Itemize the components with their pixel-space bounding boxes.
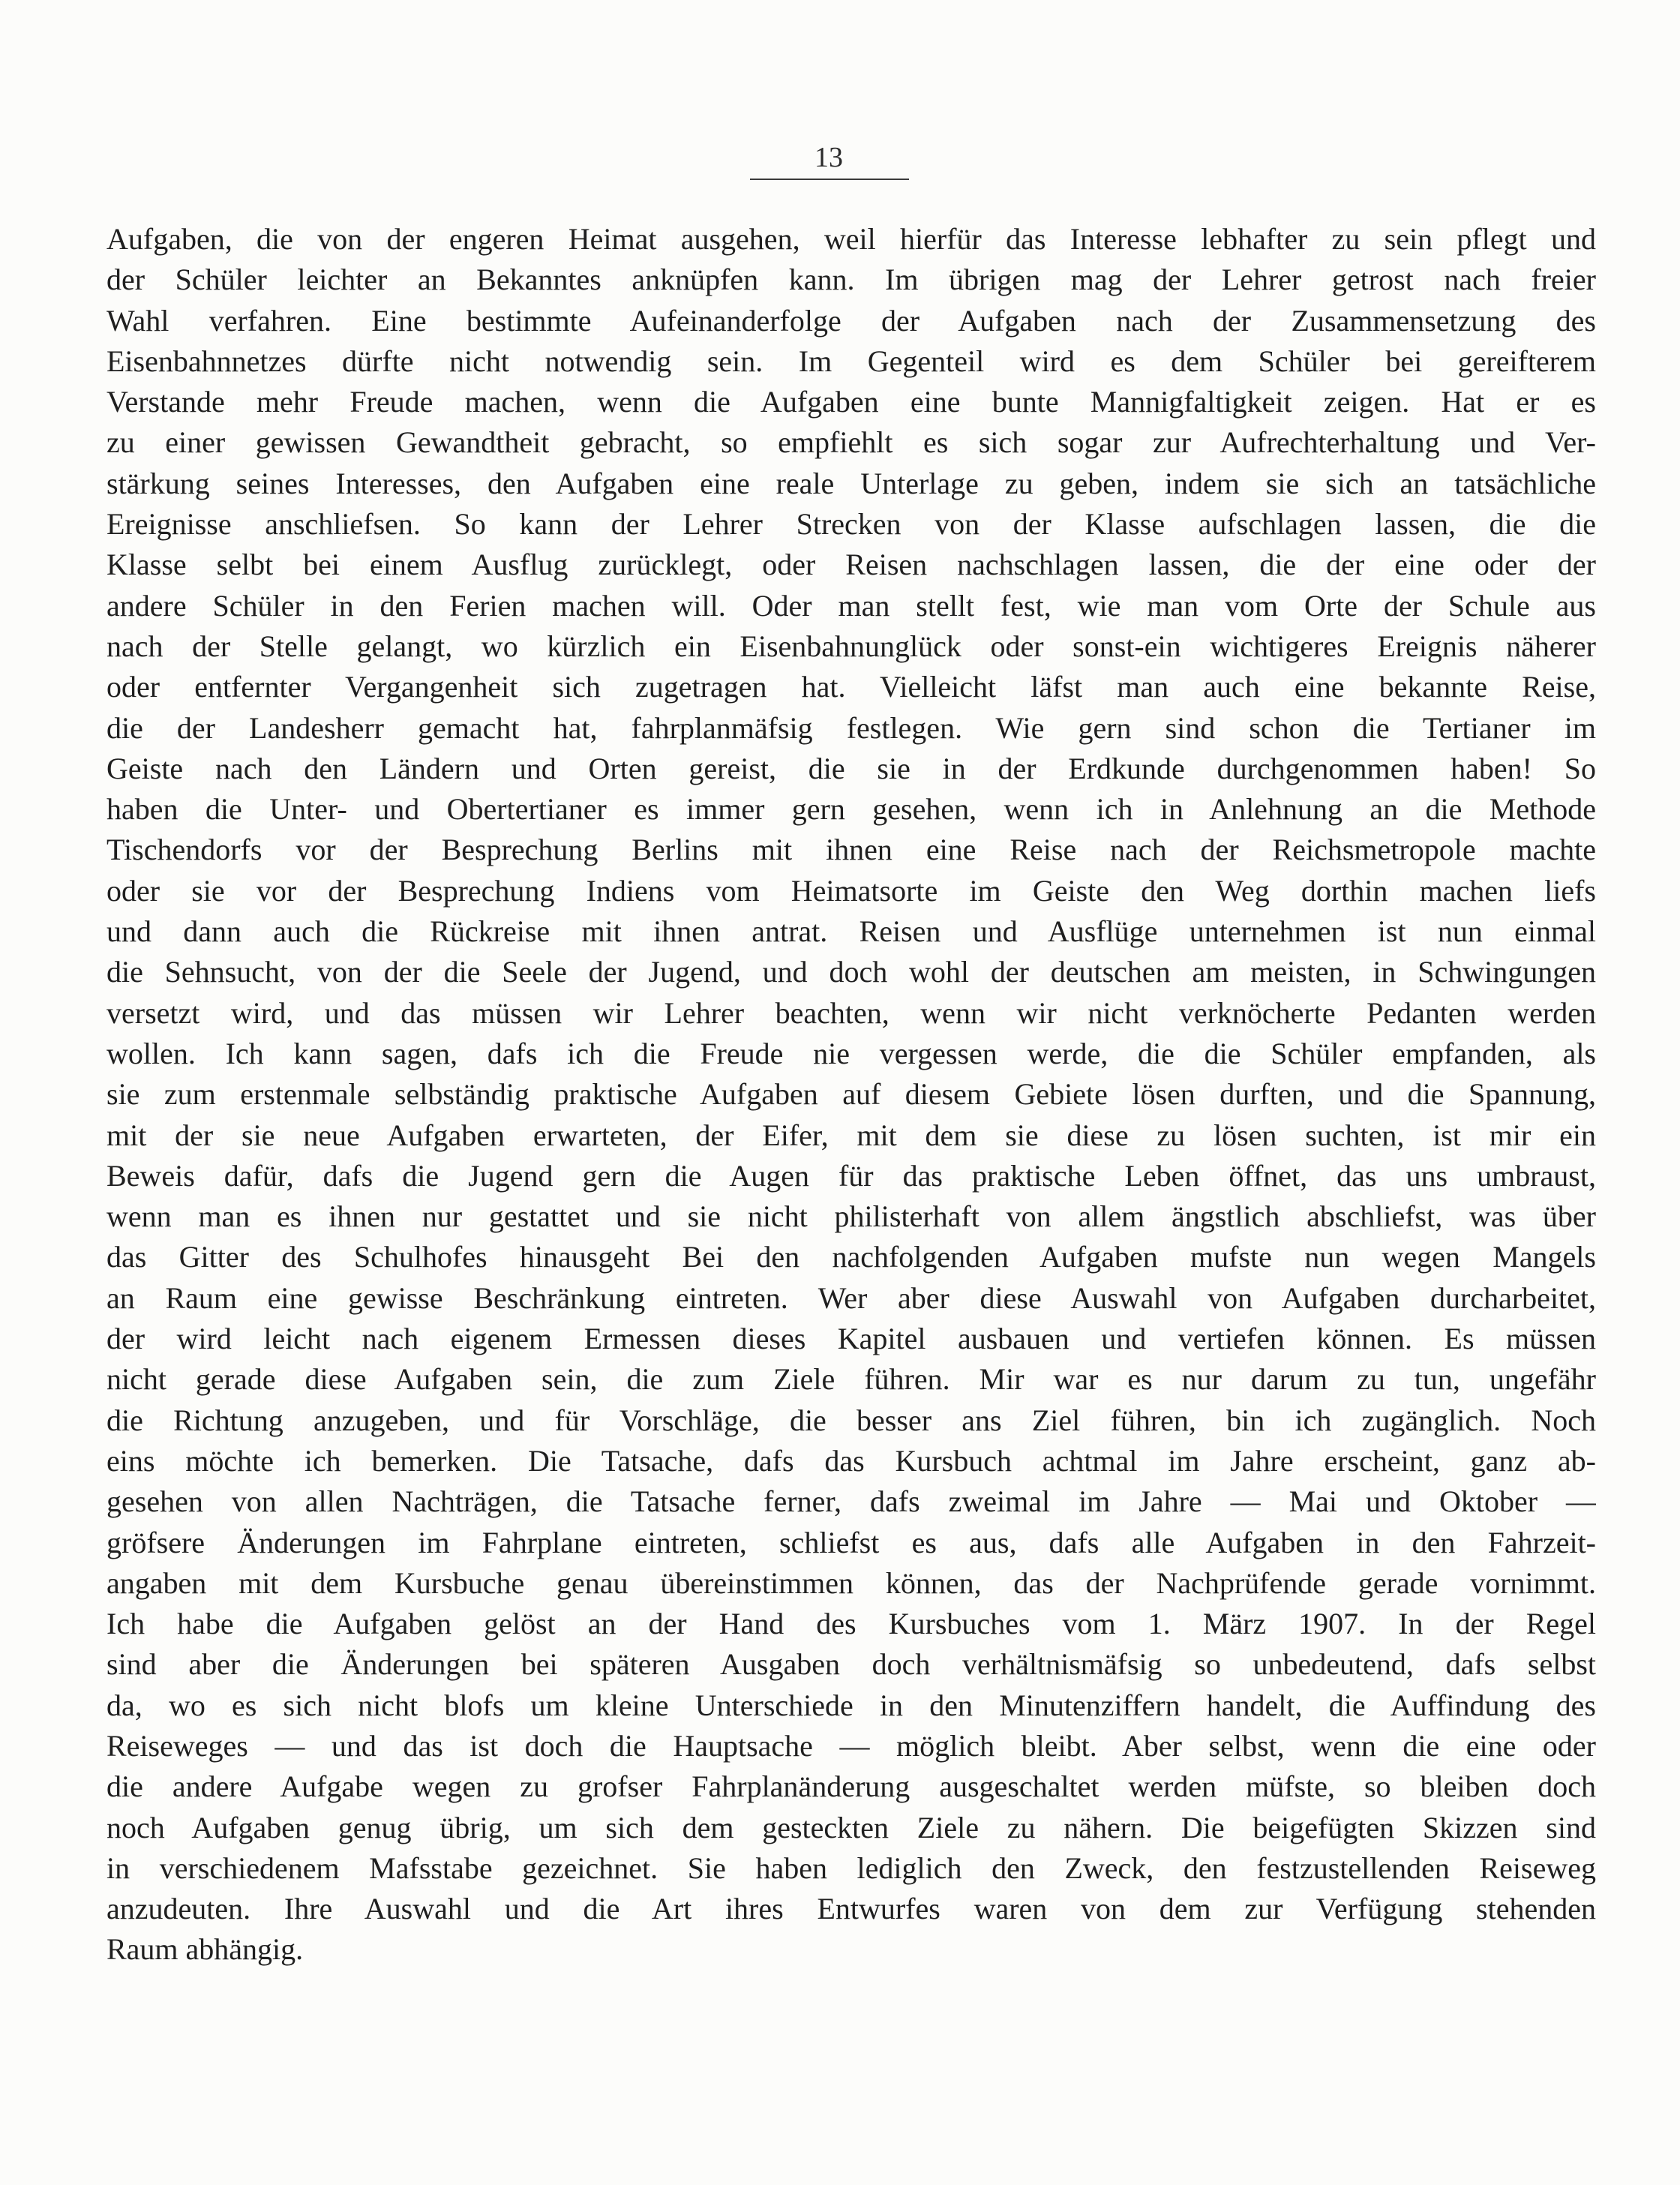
text-line: und dann auch die Rückreise mit ihnen antrat. Reisen und Ausflüge unternehmen ist nun einmal <box>106 914 1596 949</box>
text-line: versetzt wird, und das müssen wir Lehrer beachten, wenn wir nicht verknöcherte Pedanten werden <box>106 995 1596 1030</box>
body-text <box>106 219 1596 1970</box>
text-line: Beweis dafür, dafs die Jugend gern die Augen für das praktische Leben öffnet, das uns umbraust, <box>106 1158 1596 1193</box>
header-rule <box>750 179 909 180</box>
text-line: haben die Unter- und Obertertianer es immer gern gesehen, wenn ich in Anlehnung an die Methode <box>106 792 1596 827</box>
text-line: da, wo es sich nicht blofs um kleine Unterschiede in den Minutenziffern handelt, die Auffindung des <box>106 1688 1596 1722</box>
text-line: zu einer gewissen Gewandtheit gebracht, so empfiehlt es sich sogar zur Aufrechterhaltung und Ver- <box>106 425 1596 460</box>
text-line: der wird leicht nach eigenem Ermessen dieses Kapitel ausbauen und vertiefen können. Es müssen <box>106 1322 1596 1356</box>
text-line: der Schüler leichter an Bekanntes anknüpfen kann. Im übrigen mag der Lehrer getrost nach freier <box>106 263 1596 297</box>
text-line: andere Schüler in den Ferien machen will. Oder man stellt fest, wie man vom Orte der Schule aus <box>106 588 1596 623</box>
text-line: das Gitter des Schulhofes hinausgeht Bei den nachfolgenden Aufgaben mufste nun wegen Mangels <box>106 1240 1596 1274</box>
text-line: Aufgaben, die von der engeren Heimat ausgehen, weil hierfür das Interesse lebhafter zu sein pflegt und <box>106 222 1596 256</box>
text-line: die Sehnsucht, von der die Seele der Jugend, und doch wohl der deutschen am meisten, in Schwingungen <box>106 955 1596 989</box>
text-line: Verstande mehr Freude machen, wenn die Aufgaben eine bunte Mannigfaltigkeit zeigen. Hat er es <box>106 385 1596 419</box>
text-line: nach der Stelle gelangt, wo kürzlich ein Eisenbahnunglück oder sonst-ein wichtigeres Ereignis näherer <box>106 629 1596 663</box>
text-line: die andere Aufgabe wegen zu grofser Fahrplanänderung ausgeschaltet werden müfste, so bleiben doch <box>106 1769 1596 1804</box>
text-line: noch Aufgaben genug übrig, um sich dem gesteckten Ziele zu nähern. Die beigefügten Skizzen sind <box>106 1810 1596 1844</box>
text-line: Geiste nach den Ländern und Orten gereist, die sie in der Erdkunde durchgenommen haben! So <box>106 751 1596 785</box>
page-number: 13 <box>814 142 843 173</box>
text-line: Raum abhängig. <box>106 1932 304 1967</box>
text-line: Tischendorfs vor der Besprechung Berlins mit ihnen eine Reise nach der Reichsmetropole machte <box>106 833 1596 867</box>
text-line: Klasse selbt bei einem Ausflug zurücklegt, oder Reisen nachschlagen lassen, die der eine oder der <box>106 548 1596 582</box>
text-line: Wahl verfahren. Eine bestimmte Aufeinanderfolge der Aufgaben nach der Zusammensetzung des <box>106 303 1596 338</box>
text-line: mit der sie neue Aufgaben erwarteten, der Eifer, mit dem sie diese zu lösen suchten, ist mir ein <box>106 1118 1596 1152</box>
text-line: nicht gerade diese Aufgaben sein, die zum Ziele führen. Mir war es nur darum zu tun, ungefähr <box>106 1362 1596 1397</box>
text-line: sind aber die Änderungen bei späteren Ausgaben doch verhältnismäfsig so unbedeutend, dafs selbst <box>106 1647 1596 1682</box>
text-line: oder sie vor der Besprechung Indiens vom Heimatsorte im Geiste den Weg dorthin machen liefs <box>106 873 1596 908</box>
text-line: oder entfernter Vergangenheit sich zugetragen hat. Vielleicht läfst man auch eine bekannte Reise, <box>106 670 1596 704</box>
text-line: Ich habe die Aufgaben gelöst an der Hand des Kursbuches vom 1. März 1907. In der Regel <box>106 1607 1596 1641</box>
text-line: stärkung seines Interesses, den Aufgaben eine reale Unterlage zu geben, indem sie sich an tatsächliche <box>106 466 1596 500</box>
text-line: Reiseweges — und das ist doch die Hauptsache — möglich bleibt. Aber selbst, wenn die eine oder <box>106 1728 1596 1763</box>
text-line: in verschiedenem Mafsstabe gezeichnet. Sie haben lediglich den Zweck, den festzustellenden Reiseweg <box>106 1850 1596 1885</box>
text-line: eins möchte ich bemerken. Die Tatsache, dafs das Kursbuch achtmal im Jahre erscheint, ganz ab- <box>106 1443 1596 1478</box>
text-line: angaben mit dem Kursbuche genau übereinstimmen können, das der Nachprüfende gerade vornimmt. <box>106 1565 1596 1600</box>
text-line: gröfsere Änderungen im Fahrplane eintreten, schliefst es aus, dafs alle Aufgaben in den Fahrzeit- <box>106 1525 1596 1559</box>
text-line: wollen. Ich kann sagen, dafs ich die Freude nie vergessen werde, die die Schüler empfanden, als <box>106 1036 1596 1070</box>
text-line: gesehen von allen Nachträgen, die Tatsache ferner, dafs zweimal im Jahre — Mai und Oktober — <box>106 1484 1596 1519</box>
text-line: sie zum erstenmale selbständig praktische Aufgaben auf diesem Gebiete lösen durften, und die Spannung, <box>106 1077 1596 1112</box>
text-line: Eisenbahnnetzes dürfte nicht notwendig sein. Im Gegenteil wird es dem Schüler bei gereifterem <box>106 344 1596 378</box>
text-line: die Richtung anzugeben, und für Vorschläge, die besser ans Ziel führen, bin ich zugänglich. Noch <box>106 1403 1596 1437</box>
text-line: die der Landesherr gemacht hat, fahrplanmäfsig festlegen. Wie gern sind schon die Tertianer im <box>106 710 1596 745</box>
text-line: Ereignisse anschliefsen. So kann der Lehrer Strecken von der Klasse aufschlagen lassen, die die <box>106 507 1596 542</box>
text-line: wenn man es ihnen nur gestattet und sie nicht philisterhaft von allem ängstlich abschliefst, was über <box>106 1199 1596 1234</box>
text-line: anzudeuten. Ihre Auswahl und die Art ihres Entwurfes waren von dem zur Verfügung stehenden <box>106 1892 1596 1926</box>
text-line: an Raum eine gewisse Beschränkung eintreten. Wer aber diese Auswahl von Aufgaben durcharbeitet, <box>106 1280 1596 1315</box>
